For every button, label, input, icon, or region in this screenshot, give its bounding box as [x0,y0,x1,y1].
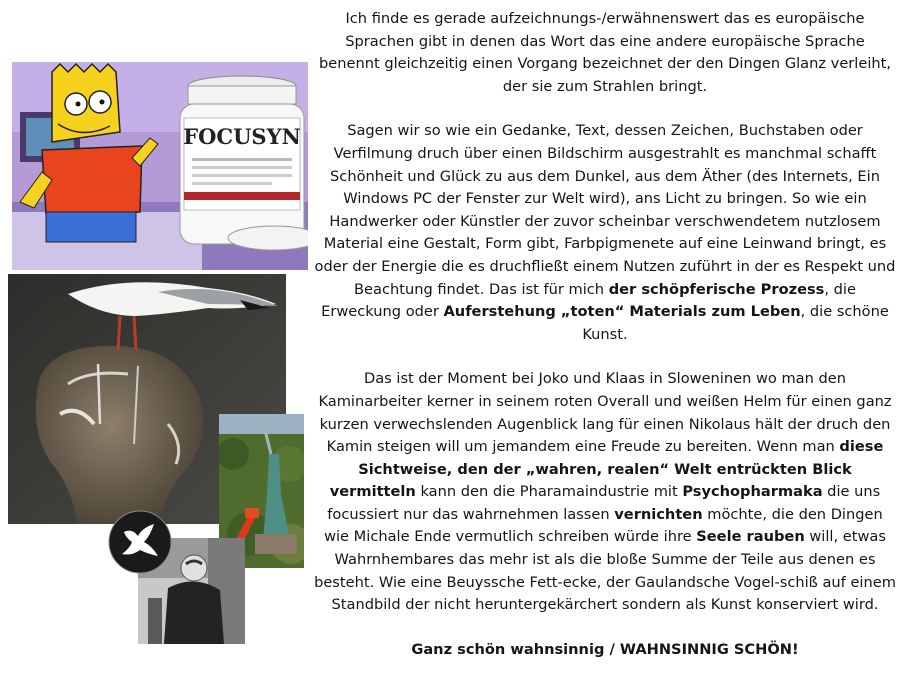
emphasis-text: Psychopharmaka [682,483,823,501]
text-segment: Sagen wir so wie ein Gedanke, Text, dessen Zeichen, Buchstaben oder Verfilmung druch über einen Bildschirm ausgestrahlt es manchmal schafft Schönheit und Glück zu aus dem Dunkel, aus dem Äther (des Internets, Ein Windows PC der Fenster zur Welt wird), ans Licht zu bringen. So wie ein Handwerker oder Künstler der zuvor scheinbar verschwendetem nutzlosem Material eine Gestalt, Form gibt, Farbpigmenete auf eine Leinwand bringt, es oder der Energie die es druchfließt einem Nutzen zuführt in der es Respekt und Beachtung findet. Das ist für mich [314,122,896,298]
bottle-label: FOCUSYN [183,124,301,149]
emphasis-text: der schöpferische Prozess [608,280,825,298]
emphasis-text: Seele rauben [696,528,805,546]
cartoon-image [12,62,308,270]
text-segment: Das ist der Moment bei Joko und Klaas in Sloweninen wo man den Kaminarbeiter kerner in seinem roten Overall und weißen Helm für einen ganz kurzen verwechslenden Augenblick lang für einen Nikolaus hält der druch den Kamin steigen will um jemandem eine Freude zu bereiten. Wenn man [318,370,892,456]
paragraph-3 [314,368,896,617]
emphasis-text: Auferstehung „toten“ Materials zum Leben [443,303,801,321]
emphasis-text: vernichten [614,505,703,523]
dove-circle-logo [108,510,172,574]
text-segment: kann den die Pharamaindustrie mit [415,483,683,501]
closing-text: Ganz schön wahnsinnig / WAHNSINNIG SCHÖN! [411,640,799,658]
text-segment: die uns focussiert nur das wahrnehmen lassen [327,483,881,523]
article-text [314,8,896,661]
emphasis-text: diese Sichtweise, den der „wahren, realen“ Welt entrückten Blick vermitteln [329,438,884,501]
text-segment: , die Erweckung oder [321,280,856,321]
text-segment: Ich finde es gerade aufzeichnungs-/erwähnenswert das es europäische Sprachen gibt in denen das Wort das eine andere europäische Sprache benennt gleichzeitig einen Vorgang bezeichnet der den Dingen Glanz verleiht, der sie zum Strahlen bringt. [318,10,891,95]
text-segment: will, etwas Wahrnhembares das mehr ist als die bloße Summe der Teile aus denen es besteht. Wie eine Beuyssche Fett-ecke, der Gaulandsche Vogel-schiß auf einem Standbild der nicht heruntergekärchert sondern als Kunst konserviert wird. [314,528,896,614]
dove-icon [108,510,172,574]
paragraph-1 [314,8,896,98]
cartoon-illustration [12,62,308,270]
text-segment: , die schöne Kunst. [582,303,889,343]
closing-line [314,639,896,662]
paragraph-2 [314,120,896,346]
text-segment: möchte, die den Dingen wie Michale Ende vermutlich schreiben würde ihre [324,505,883,546]
